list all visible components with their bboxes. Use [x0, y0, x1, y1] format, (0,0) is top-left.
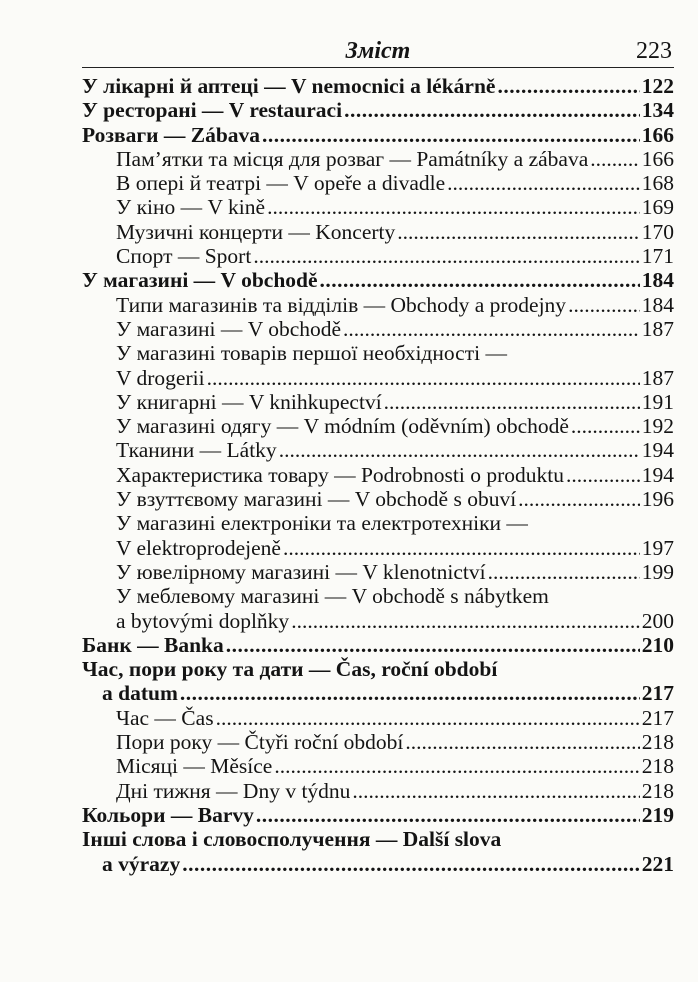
toc-entry-page-number: 134	[641, 98, 674, 123]
toc-entry	[82, 171, 674, 195]
toc-entry-row	[116, 536, 674, 560]
toc-entry-page-number: 166	[641, 122, 674, 147]
toc-entry-title: a výrazy	[102, 851, 181, 876]
toc-entry-title: Кольори — Barvy	[82, 802, 254, 827]
toc-entry-row	[82, 852, 674, 876]
dot-leader	[447, 171, 640, 195]
toc-entry-title: У лікарні й аптеці — V nemocnici a lékárně	[82, 74, 496, 98]
toc-entry-row	[82, 633, 674, 657]
toc-entry-title-line: У меблевому магазині — V obchodě s nábytkem	[116, 584, 549, 609]
toc-entry-title: У ювелірному магазині — V klenotnictví	[116, 559, 486, 584]
toc-entry	[82, 803, 674, 827]
toc-entry-page-number: 187	[641, 365, 674, 390]
toc-entry	[82, 657, 674, 706]
toc-entry	[82, 123, 674, 147]
toc-entry-row	[116, 438, 674, 462]
toc-entry-page-number: 218	[641, 778, 674, 803]
toc-entry-title: У взуттєвому магазині — V obchodě s obuví	[116, 487, 517, 512]
header-rule	[82, 67, 674, 68]
dot-leader	[352, 779, 639, 803]
page-title: Зміст	[345, 38, 411, 64]
toc-entry-row	[116, 147, 674, 171]
toc-entry-page-number: 187	[641, 316, 674, 341]
toc-entry-title: Типи магазинів та відділів — Obchody a prodejny	[116, 292, 567, 317]
toc-entry	[82, 754, 674, 778]
toc-entry-page-number: 217	[641, 705, 674, 730]
toc-entry-row	[116, 779, 674, 803]
dot-leader	[518, 487, 640, 511]
dot-leader	[344, 98, 640, 122]
toc-entry-row	[82, 803, 674, 827]
toc-entry	[82, 74, 674, 98]
dot-leader	[279, 438, 640, 462]
dot-leader	[320, 268, 640, 292]
toc-entry	[82, 268, 674, 292]
toc-entry-row	[116, 706, 674, 730]
toc-entry-page-number: 196	[641, 487, 674, 512]
dot-leader	[497, 74, 639, 98]
toc-entry-page-number: 168	[641, 171, 674, 196]
toc-entry-page-number: 218	[641, 730, 674, 755]
toc-entry	[82, 414, 674, 438]
toc-entry	[82, 341, 674, 390]
toc-entry-title: В опері й театрі — V opeře a divadle	[116, 171, 446, 196]
toc-entry-row	[116, 560, 674, 584]
dot-leader	[571, 414, 640, 438]
toc-entry-row	[116, 754, 674, 778]
toc-entry-row	[116, 171, 674, 195]
dot-leader	[262, 123, 640, 147]
toc-entry-page-number: 194	[641, 462, 674, 487]
table-of-contents	[82, 74, 674, 876]
toc-entry-page-number: 210	[641, 632, 674, 657]
toc-entry	[82, 463, 674, 487]
dot-leader	[253, 244, 639, 268]
dot-leader	[216, 706, 640, 730]
toc-entry-title: Час — Čas	[116, 705, 214, 730]
toc-entry-row	[116, 414, 674, 438]
toc-entry-title-line: Час, пори року та дати — Čas, roční období	[82, 657, 498, 682]
dot-leader	[405, 730, 639, 754]
toc-entry-title-line: Інші слова і словосполучення — Další slova	[82, 827, 502, 852]
dot-leader	[256, 803, 640, 827]
toc-entry-row	[116, 293, 674, 317]
toc-entry-page-number: 192	[641, 414, 674, 439]
toc-entry-page-number: 169	[641, 195, 674, 220]
toc-entry-title: Пам’ятки та місця для розваг — Památníky a zábava	[116, 146, 589, 171]
toc-entry	[82, 293, 674, 317]
toc-entry	[82, 438, 674, 462]
toc-entry	[82, 633, 674, 657]
toc-entry-page-number: 171	[641, 244, 674, 269]
toc-entry-title: У магазині — V obchodě	[116, 316, 342, 341]
toc-entry-title-line: У магазині електроніки та електротехніки —	[116, 511, 528, 536]
toc-entry-row	[116, 220, 674, 244]
dot-leader	[274, 754, 639, 778]
toc-entry-page-number: 184	[641, 268, 674, 293]
toc-entry-page-number: 199	[641, 559, 674, 584]
toc-entry-title: Пори року — Čtyři roční období	[116, 730, 404, 755]
dot-leader	[207, 366, 640, 390]
dot-leader	[267, 195, 640, 219]
running-header	[82, 36, 674, 66]
page-number: 223	[636, 38, 672, 64]
toc-entry-title: Характеристика товару — Podrobnosti o produktu	[116, 462, 565, 487]
toc-entry	[82, 779, 674, 803]
toc-entry-row	[116, 609, 674, 633]
toc-entry	[82, 487, 674, 511]
dot-leader	[590, 147, 640, 171]
toc-entry	[82, 706, 674, 730]
dot-leader	[343, 317, 640, 341]
dot-leader	[488, 560, 640, 584]
toc-entry-page-number: 197	[641, 535, 674, 560]
toc-entry-row	[116, 366, 674, 390]
toc-entry	[82, 98, 674, 122]
toc-entry-row	[116, 730, 674, 754]
dot-leader	[283, 536, 640, 560]
toc-entry	[82, 195, 674, 219]
toc-entry-title: Банк — Banka	[82, 632, 224, 657]
toc-entry	[82, 511, 674, 560]
dot-leader	[566, 463, 640, 487]
toc-entry-row	[116, 390, 674, 414]
toc-entry-title: У магазині одягу — V módním (oděvním) obchodě	[116, 414, 569, 439]
toc-entry-title: a datum	[102, 681, 178, 706]
toc-entry-row	[116, 317, 674, 341]
toc-entry-title: Місяці — Měsíce	[116, 754, 273, 779]
toc-entry-page-number: 170	[641, 219, 674, 244]
toc-entry-page-number: 221	[641, 851, 674, 876]
toc-entry-title: V elektroprodejeně	[116, 535, 281, 560]
toc-entry-page-number: 122	[641, 74, 674, 98]
dot-leader	[291, 609, 640, 633]
toc-entry-title: У ресторані — V restauraci	[82, 98, 343, 123]
toc-entry-title: Тканини — Látky	[116, 438, 277, 463]
toc-entry	[82, 244, 674, 268]
toc-entry-title-line: У магазині товарів першої необхідності —	[116, 341, 507, 366]
toc-entry-title: V drogerii	[116, 365, 205, 390]
dot-leader	[397, 220, 639, 244]
toc-entry-row	[82, 268, 674, 292]
toc-entry-page-number: 184	[641, 292, 674, 317]
toc-entry-title: Спорт — Sport	[116, 244, 252, 269]
toc-entry-page-number: 219	[641, 802, 674, 827]
toc-entry-row	[82, 681, 674, 705]
toc-entry-row	[82, 74, 674, 98]
toc-entry-title: У книгарні — V knihkupectví	[116, 389, 382, 414]
toc-entry	[82, 827, 674, 876]
toc-entry-row	[116, 463, 674, 487]
toc-entry	[82, 147, 674, 171]
toc-entry-row	[116, 244, 674, 268]
toc-entry-row	[116, 487, 674, 511]
dot-leader	[384, 390, 640, 414]
toc-entry	[82, 390, 674, 414]
dot-leader	[226, 633, 640, 657]
toc-entry-page-number: 191	[641, 389, 674, 414]
toc-entry-row	[82, 123, 674, 147]
toc-entry-row	[116, 195, 674, 219]
toc-entry	[82, 560, 674, 584]
toc-entry	[82, 220, 674, 244]
toc-entry	[82, 317, 674, 341]
toc-entry-page-number: 200	[641, 608, 674, 633]
toc-entry	[82, 584, 674, 633]
toc-entry	[82, 730, 674, 754]
toc-entry-page-number: 194	[641, 438, 674, 463]
dot-leader	[568, 293, 640, 317]
toc-entry-title: Розваги — Zábava	[82, 122, 261, 147]
toc-entry-row	[82, 98, 674, 122]
toc-entry-title: Дні тижня — Dny v týdnu	[116, 778, 351, 803]
toc-entry-title: Музичні концерти — Koncerty	[116, 219, 396, 244]
toc-entry-title: У магазині — V obchodě	[82, 268, 318, 293]
dot-leader	[180, 681, 640, 705]
dot-leader	[182, 852, 640, 876]
toc-entry-title: a bytovými doplňky	[116, 608, 290, 633]
toc-entry-page-number: 166	[641, 146, 674, 171]
toc-entry-title: У кіно — V kině	[116, 195, 266, 220]
toc-entry-page-number: 217	[641, 681, 674, 706]
toc-entry-page-number: 218	[641, 754, 674, 779]
